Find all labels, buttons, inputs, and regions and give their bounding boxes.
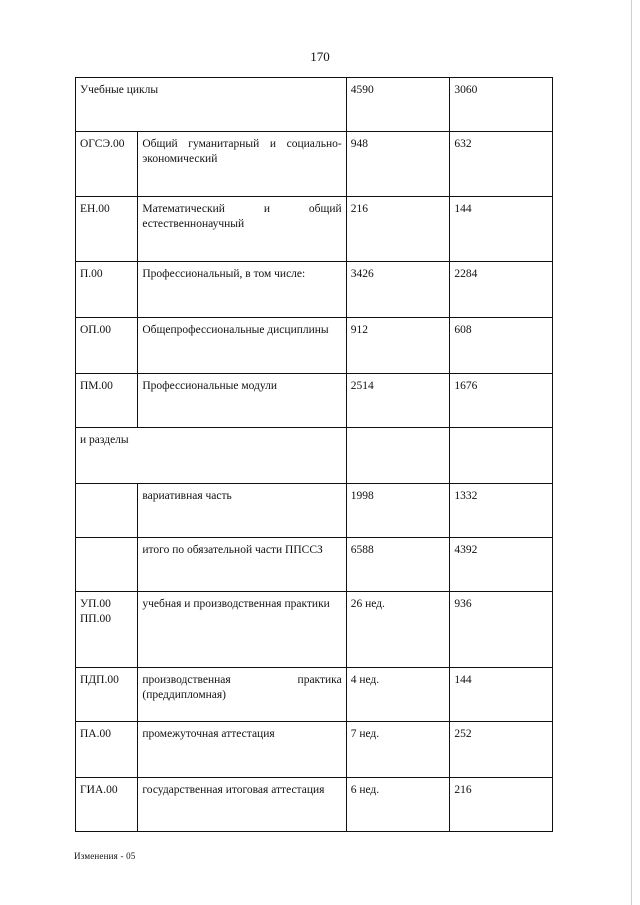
aud-load-cell: 3060 bbox=[450, 78, 553, 132]
aud-load-cell: 144 bbox=[450, 197, 553, 262]
code-cell: П.00 bbox=[76, 262, 138, 318]
max-load-cell: 3426 bbox=[346, 262, 450, 318]
max-load-cell bbox=[346, 428, 450, 484]
table-row bbox=[76, 538, 553, 592]
max-load-cell: 948 bbox=[346, 132, 450, 197]
footer-revision-note: Изменения - 05 bbox=[74, 851, 136, 861]
code-cell bbox=[76, 484, 138, 538]
table-row bbox=[76, 78, 553, 132]
row-name-cell: вариативная часть bbox=[138, 484, 346, 538]
table-row bbox=[76, 592, 553, 668]
page-number: 170 bbox=[310, 49, 330, 64]
max-load-cell: 4590 bbox=[346, 78, 450, 132]
code-cell bbox=[76, 592, 138, 668]
max-load-cell: 216 bbox=[346, 197, 450, 262]
row-name-cell: Учебные циклы bbox=[76, 78, 347, 132]
aud-load-cell: 2284 bbox=[450, 262, 553, 318]
aud-load-cell: 1332 bbox=[450, 484, 553, 538]
table-row bbox=[76, 262, 553, 318]
row-name-cell: Математический и общий естественнонаучный bbox=[138, 197, 346, 262]
code-cell: ПМ.00 bbox=[76, 374, 138, 428]
code-cell: ОГСЭ.00 bbox=[76, 132, 138, 197]
code-cell: ЕН.00 bbox=[76, 197, 138, 262]
code-cell: ГИА.00 bbox=[76, 778, 138, 832]
code-cell bbox=[76, 538, 138, 592]
table-row bbox=[76, 132, 553, 197]
code-cell: ПА.00 bbox=[76, 722, 138, 778]
row-name-cell: производственная практика (преддипломная) bbox=[138, 668, 346, 722]
row-name-cell: итого по обязательной части ППССЗ bbox=[138, 538, 346, 592]
max-load-cell: 912 bbox=[346, 318, 450, 374]
aud-load-cell: 1676 bbox=[450, 374, 553, 428]
aud-load-cell: 632 bbox=[450, 132, 553, 197]
row-name-cell: и разделы bbox=[76, 428, 347, 484]
row-name-cell: государственная итоговая аттестация bbox=[138, 778, 346, 832]
row-name-cell: учебная и производственная практики bbox=[138, 592, 346, 668]
aud-load-cell: 4392 bbox=[450, 538, 553, 592]
max-load-cell: 26 нед. bbox=[346, 592, 450, 668]
max-load-cell: 1998 bbox=[346, 484, 450, 538]
max-load-cell: 4 нед. bbox=[346, 668, 450, 722]
max-load-cell: 6588 bbox=[346, 538, 450, 592]
max-load-cell: 6 нед. bbox=[346, 778, 450, 832]
table-row bbox=[76, 318, 553, 374]
max-load-cell: 7 нед. bbox=[346, 722, 450, 778]
row-name-cell: Общепрофессиональные дисциплины bbox=[138, 318, 346, 374]
table-row bbox=[76, 722, 553, 778]
aud-load-cell: 216 bbox=[450, 778, 553, 832]
table-row bbox=[76, 778, 553, 832]
aud-load-cell: 936 bbox=[450, 592, 553, 668]
row-name-cell: Профессиональные модули bbox=[138, 374, 346, 428]
aud-load-cell: 144 bbox=[450, 668, 553, 722]
table-row bbox=[76, 484, 553, 538]
code-cell: ОП.00 bbox=[76, 318, 138, 374]
table-row bbox=[76, 197, 553, 262]
aud-load-cell bbox=[450, 428, 553, 484]
code-cell: ПДП.00 bbox=[76, 668, 138, 722]
scan-edge-line bbox=[631, 0, 632, 905]
row-name-cell: Общий гуманитарный и социально-экономический bbox=[138, 132, 346, 197]
curriculum-table bbox=[75, 77, 553, 832]
row-name-cell: Профессиональный, в том числе: bbox=[138, 262, 346, 318]
code-line: ПП.00 bbox=[80, 613, 111, 625]
table-row bbox=[76, 428, 553, 484]
code-line: УП.00 bbox=[80, 598, 111, 610]
max-load-cell: 2514 bbox=[346, 374, 450, 428]
aud-load-cell: 252 bbox=[450, 722, 553, 778]
table-row bbox=[76, 668, 553, 722]
aud-load-cell: 608 bbox=[450, 318, 553, 374]
table-row bbox=[76, 374, 553, 428]
row-name-cell: промежуточная аттестация bbox=[138, 722, 346, 778]
